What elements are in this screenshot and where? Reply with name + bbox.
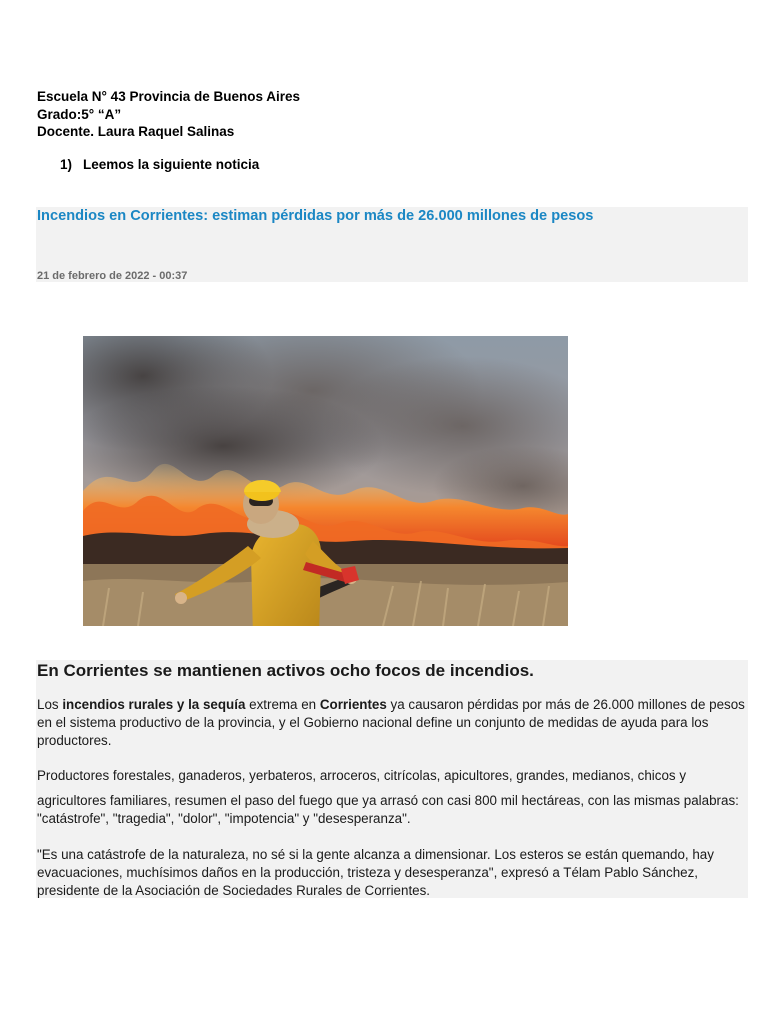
p1-text-e: ya causaron pérdidas por más de 26.000 millones de pesos en el sistema productivo de la provincia, y el Gobierno nacional define un conjunto de medidas de ayuda para los productores. <box>37 697 745 748</box>
grade-label: Grado:5° “A” <box>37 106 122 122</box>
p1-text-c: extrema en <box>245 697 320 712</box>
article-paragraph-2: agricultores familiares, resumen el paso del fuego que ya arrasó con casi 800 mil hectáreas, con las mismas palabras: "catástrofe", "tragedia", "dolor", "impotencia" y "desesperanza". <box>37 793 739 826</box>
news-date: 21 de febrero de 2022 - 00:37 <box>37 270 188 282</box>
article-body <box>36 660 748 898</box>
school-header <box>37 88 737 141</box>
article-paragraph-1 <box>37 696 747 749</box>
news-header <box>36 207 748 282</box>
article-paragraph-3: "Es una catástrofe de la naturaleza, no sé si la gente alcanza a dimensionar. Los esteros se están quemando, hay evacuaciones, muchísimos daños en la producción, tristeza y desesperanza", expresó a Télam Pablo Sánchez, presidente de la Asociación de Sociedades Rurales de Corrientes. <box>37 847 714 898</box>
p1-text-a: Los <box>37 697 63 712</box>
article-paragraph-2-line-1: Productores forestales, ganaderos, yerbateros, arroceros, citrícolas, apicultores, grandes, medianos, chicos y <box>37 768 687 783</box>
instruction-item <box>60 157 259 172</box>
article-subheading: En Corrientes se mantienen activos ocho focos de incendios. <box>37 661 534 680</box>
wildfire-photo <box>83 336 568 626</box>
p1-bold-b: incendios rurales y la sequía <box>62 697 246 712</box>
p1-bold-d: Corrientes <box>319 697 387 712</box>
teacher-name: Docente. Laura Raquel Salinas <box>37 124 235 139</box>
instruction-text: Leemos la siguiente noticia <box>83 157 260 172</box>
school-name: Escuela N° 43 Provincia de Buenos Aires <box>37 89 301 104</box>
instruction-number: 1) <box>60 157 73 172</box>
news-title: Incendios en Corrientes: estiman pérdidas por más de 26.000 millones de pesos <box>37 208 594 224</box>
